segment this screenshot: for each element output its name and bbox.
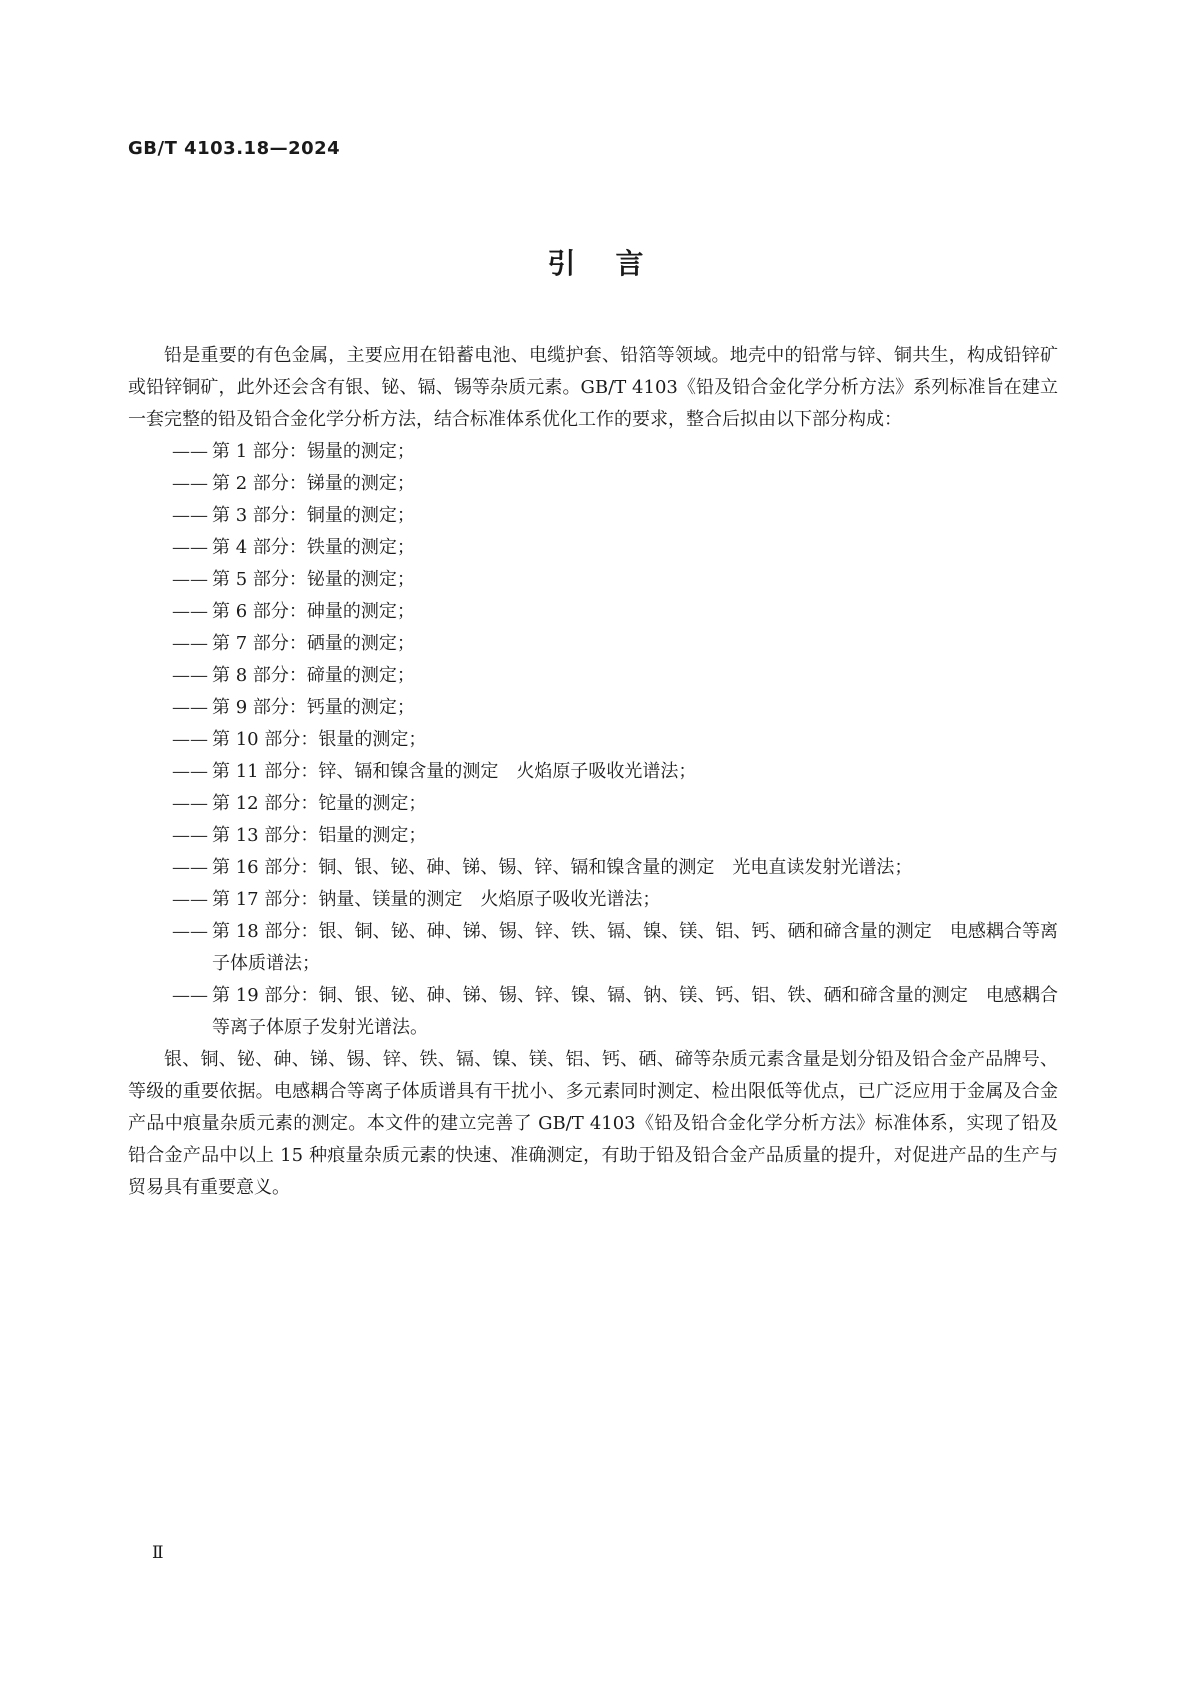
list-item-text: 第 19 部分：铜、银、铋、砷、锑、锡、锌、镍、镉、钠、镁、钙、铝、铁、硒和碲含量的测定 电感耦合等离子体原子发射光谱法。 <box>212 985 1058 1038</box>
page-title: 引言 <box>547 247 684 280</box>
list-item <box>128 820 1058 852</box>
list-item <box>128 756 1058 788</box>
list-dash: —— <box>172 761 208 782</box>
list-item <box>128 468 1058 500</box>
list-dash: —— <box>172 633 208 654</box>
list-item-text: 第 11 部分：锌、镉和镍含量的测定 火焰原子吸收光谱法； <box>212 761 697 782</box>
list-dash: —— <box>172 825 208 846</box>
list-item <box>128 564 1058 596</box>
parts-list <box>128 436 1058 1044</box>
list-item-text: 第 3 部分：铜量的测定； <box>212 505 415 526</box>
list-item <box>128 724 1058 756</box>
list-item-text: 第 9 部分：钙量的测定； <box>212 697 415 718</box>
list-dash: —— <box>172 473 208 494</box>
list-dash: —— <box>172 793 208 814</box>
list-item <box>128 980 1058 1044</box>
list-item <box>128 916 1058 980</box>
list-item <box>128 852 1058 884</box>
list-dash: —— <box>172 569 208 590</box>
list-item-text: 第 2 部分：锑量的测定； <box>212 473 415 494</box>
list-item-text: 第 17 部分：钠量、镁量的测定 火焰原子吸收光谱法； <box>212 889 661 910</box>
list-item <box>128 788 1058 820</box>
list-dash: —— <box>172 697 208 718</box>
list-dash: —— <box>172 921 208 942</box>
list-item-text: 第 5 部分：铋量的测定； <box>212 569 415 590</box>
list-item <box>128 628 1058 660</box>
list-item-text: 第 7 部分：硒量的测定； <box>212 633 415 654</box>
list-item-text: 第 10 部分：银量的测定； <box>212 729 427 750</box>
intro-paragraph: 铅是重要的有色金属，主要应用在铅蓄电池、电缆护套、铅箔等领域。地壳中的铅常与锌、铜共生，构成铅锌矿或铅锌铜矿，此外还会含有银、铋、镉、锡等杂质元素。GB/T 4103《铅及铅合金化学分析方法》系列标准旨在建立一套完整的铅及铅合金化学分析方法，结合标准体系优化工作的要求，整合后拟由以下部分构成： <box>128 345 1058 430</box>
list-item <box>128 500 1058 532</box>
page-number: Ⅱ <box>152 1543 164 1563</box>
list-item <box>128 436 1058 468</box>
list-item-text: 第 4 部分：铁量的测定； <box>212 537 415 558</box>
list-item <box>128 884 1058 916</box>
list-item-text: 第 16 部分：铜、银、铋、砷、锑、锡、锌、镉和镍含量的测定 光电直读发射光谱法； <box>212 857 913 878</box>
list-dash: —— <box>172 857 208 878</box>
list-dash: —— <box>172 889 208 910</box>
list-dash: —— <box>172 537 208 558</box>
list-dash: —— <box>172 985 208 1006</box>
list-item-text: 第 6 部分：砷量的测定； <box>212 601 415 622</box>
list-item-text: 第 18 部分：银、铜、铋、砷、锑、锡、锌、铁、镉、镍、镁、铝、钙、硒和碲含量的测定 电感耦合等离子体质谱法； <box>212 921 1058 974</box>
list-dash: —— <box>172 601 208 622</box>
list-item <box>128 532 1058 564</box>
list-item-text: 第 13 部分：铝量的测定； <box>212 825 427 846</box>
list-item <box>128 596 1058 628</box>
list-dash: —— <box>172 729 208 750</box>
list-item-text: 第 1 部分：锡量的测定； <box>212 441 415 462</box>
document-body <box>128 340 1058 1204</box>
list-item-text: 第 12 部分：铊量的测定； <box>212 793 427 814</box>
list-item <box>128 660 1058 692</box>
list-dash: —— <box>172 441 208 462</box>
list-dash: —— <box>172 665 208 686</box>
list-dash: —— <box>172 505 208 526</box>
standard-code: GB/T 4103.18—2024 <box>128 138 341 159</box>
closing-paragraph: 银、铜、铋、砷、锑、锡、锌、铁、镉、镍、镁、铝、钙、硒、碲等杂质元素含量是划分铅及铅合金产品牌号、等级的重要依据。电感耦合等离子体质谱具有干扰小、多元素同时测定、检出限低等优点，已广泛应用于金属及合金产品中痕量杂质元素的测定。本文件的建立完善了 GB/T 4103《铅及铅合金化学分析方法》标准体系，实现了铅及铅合金产品中以上 15 种痕量杂质元素的快速、准确测定，有助于铅及铅合金产品质量的提升，对促进产品的生产与贸易具有重要意义。 <box>128 1049 1058 1198</box>
list-item <box>128 692 1058 724</box>
list-item-text: 第 8 部分：碲量的测定； <box>212 665 415 686</box>
